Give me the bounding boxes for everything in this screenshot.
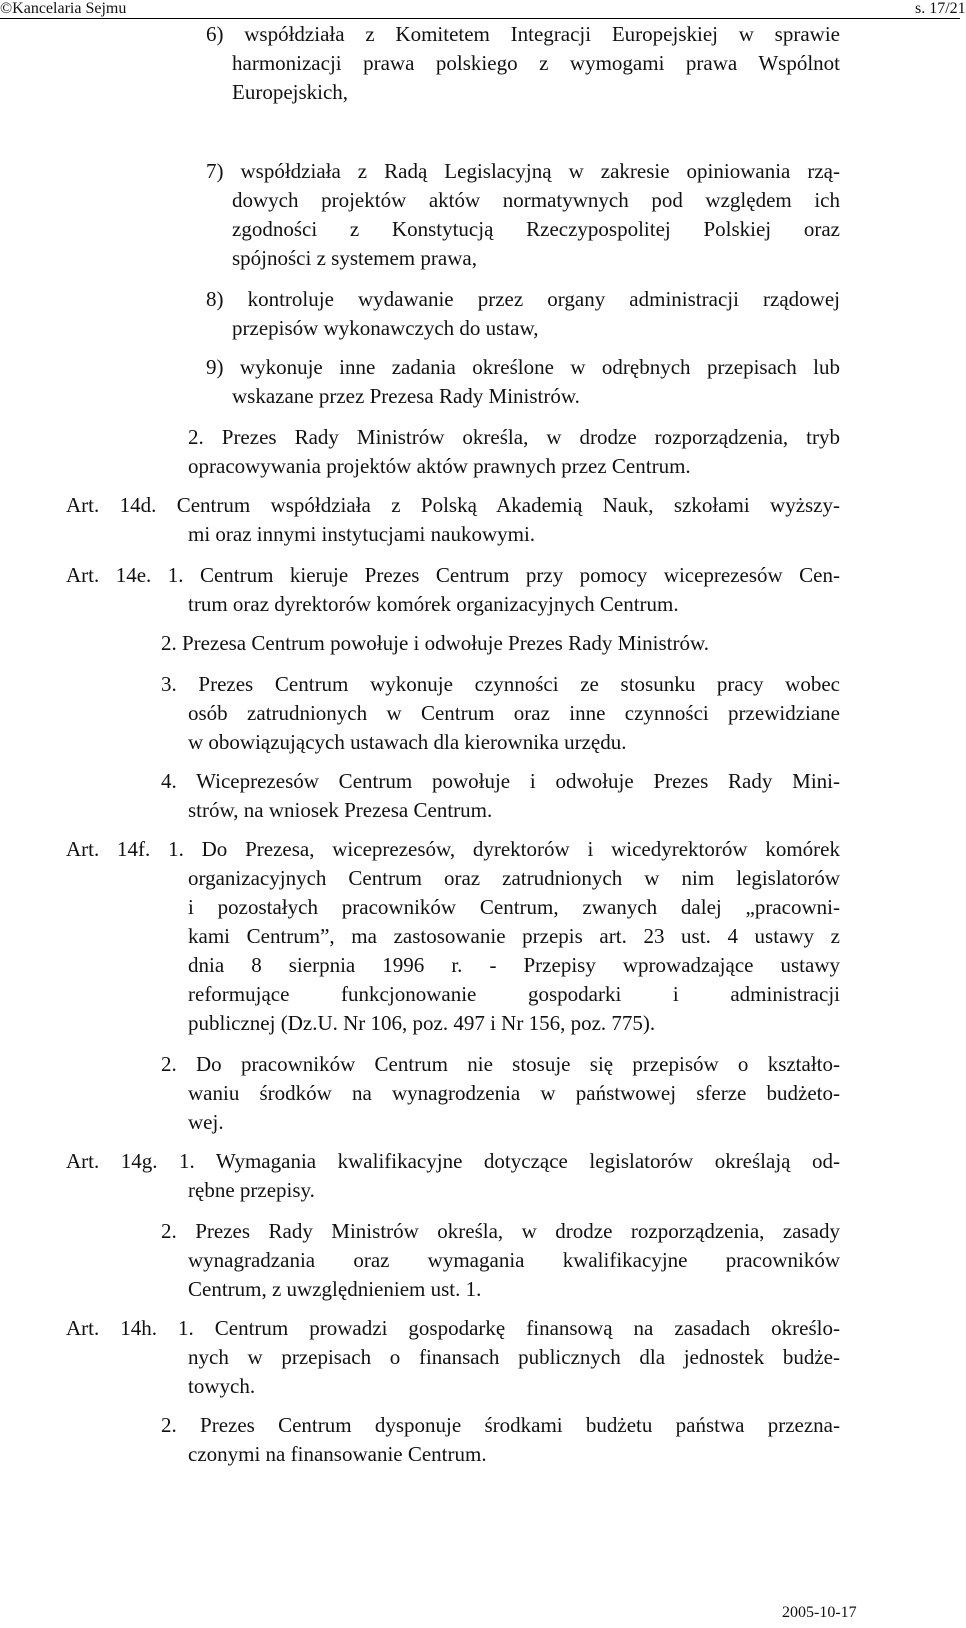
text-line: w obowiązujących ustawach dla kierownika urzędu.: [188, 730, 627, 754]
text-line: nych w przepisach o finansach publicznych dla jednostek budże-: [188, 1345, 840, 1369]
text-line: opracowywania projektów aktów prawnych przez Centrum.: [188, 454, 691, 478]
text-line: 2. Do pracowników Centrum nie stosuje się przepisów o kształto-: [161, 1052, 840, 1076]
text-line: 9) wykonuje inne zadania określone w odrębnych przepisach lub: [206, 355, 840, 379]
text-line: Art. 14h. 1. Centrum prowadzi gospodarkę finansową na zasadach określo-: [66, 1316, 840, 1340]
header-rule: [0, 18, 960, 19]
text-line: spójności z systemem prawa,: [232, 246, 477, 270]
text-line: 2. Prezes Rady Ministrów określa, w drodze rozporządzenia, zasady: [161, 1219, 840, 1243]
text-line: wej.: [188, 1110, 224, 1134]
text-line: dowych projektów aktów normatywnych pod względem ich: [232, 188, 840, 212]
text-line: 2. Prezes Rady Ministrów określa, w drodze rozporządzenia, tryb: [188, 425, 840, 449]
text-line: Art. 14d. Centrum współdziała z Polską Akademią Nauk, szkołami wyższy-: [66, 493, 840, 517]
text-line: waniu środków na wynagrodzenia w państwowej sferze budżeto-: [188, 1081, 840, 1105]
header-source: ©Kancelaria Sejmu: [0, 0, 127, 17]
text-line: 2. Prezes Centrum dysponuje środkami budżetu państwa przezna-: [161, 1413, 840, 1437]
text-line: osób zatrudnionych w Centrum oraz inne czynności przewidziane: [188, 701, 840, 725]
text-line: 3. Prezes Centrum wykonuje czynności ze stosunku pracy wobec: [161, 672, 840, 696]
text-line: 8) kontroluje wydawanie przez organy administracji rządowej: [206, 287, 840, 311]
text-line: mi oraz innymi instytucjami naukowymi.: [188, 522, 536, 546]
text-line: czonymi na finansowanie Centrum.: [188, 1442, 487, 1466]
text-line: Europejskich,: [232, 80, 349, 104]
text-line: wskazane przez Prezesa Rady Ministrów.: [232, 384, 580, 408]
text-line: Art. 14e. 1. Centrum kieruje Prezes Centrum przy pomocy wiceprezesów Cen-: [66, 563, 840, 587]
text-line: organizacyjnych Centrum oraz zatrudnionych w nim legislatorów: [188, 866, 840, 890]
text-line: i pozostałych pracowników Centrum, zwanych dalej „pracowni-: [188, 895, 840, 919]
text-line: Centrum, z uwzględnieniem ust. 1.: [188, 1277, 482, 1301]
text-line: 6) współdziała z Komitetem Integracji Europejskiej w sprawie: [206, 22, 840, 46]
text-line: 2. Prezesa Centrum powołuje i odwołuje Prezes Rady Ministrów.: [161, 631, 710, 655]
text-line: Art. 14g. 1. Wymagania kwalifikacyjne dotyczące legislatorów określają od-: [66, 1149, 840, 1173]
text-line: publicznej (Dz.U. Nr 106, poz. 497 i Nr 156, poz. 775).: [188, 1011, 656, 1035]
text-line: wynagradzania oraz wymagania kwalifikacyjne pracowników: [188, 1248, 840, 1272]
text-line: Art. 14f. 1. Do Prezesa, wiceprezesów, dyrektorów i wicedyrektorów komórek: [66, 837, 840, 861]
text-line: towych.: [188, 1374, 256, 1398]
text-line: zgodności z Konstytucją Rzeczypospolitej Polskiej oraz: [232, 217, 840, 241]
text-line: rębne przepisy.: [188, 1178, 315, 1202]
text-line: strów, na wniosek Prezesa Centrum.: [188, 798, 493, 822]
text-line: przepisów wykonawczych do ustaw,: [232, 316, 539, 340]
page-number: s. 17/21: [915, 0, 966, 17]
text-line: trum oraz dyrektorów komórek organizacyjnych Centrum.: [188, 592, 679, 616]
text-line: harmonizacji prawa polskiego z wymogami prawa Wspólnot: [232, 51, 840, 75]
text-line: kami Centrum”, ma zastosowanie przepis art. 23 ust. 4 ustawy z: [188, 924, 840, 948]
footer-date: 2005-10-17: [782, 1604, 857, 1621]
text-line: 4. Wiceprezesów Centrum powołuje i odwołuje Prezes Rady Mini-: [161, 769, 840, 793]
text-line: dnia 8 sierpnia 1996 r. - Przepisy wprowadzające ustawy: [188, 953, 840, 977]
text-line: 7) współdziała z Radą Legislacyjną w zakresie opiniowania rzą-: [206, 159, 840, 183]
text-line: reformujące funkcjonowanie gospodarki i administracji: [188, 982, 840, 1006]
